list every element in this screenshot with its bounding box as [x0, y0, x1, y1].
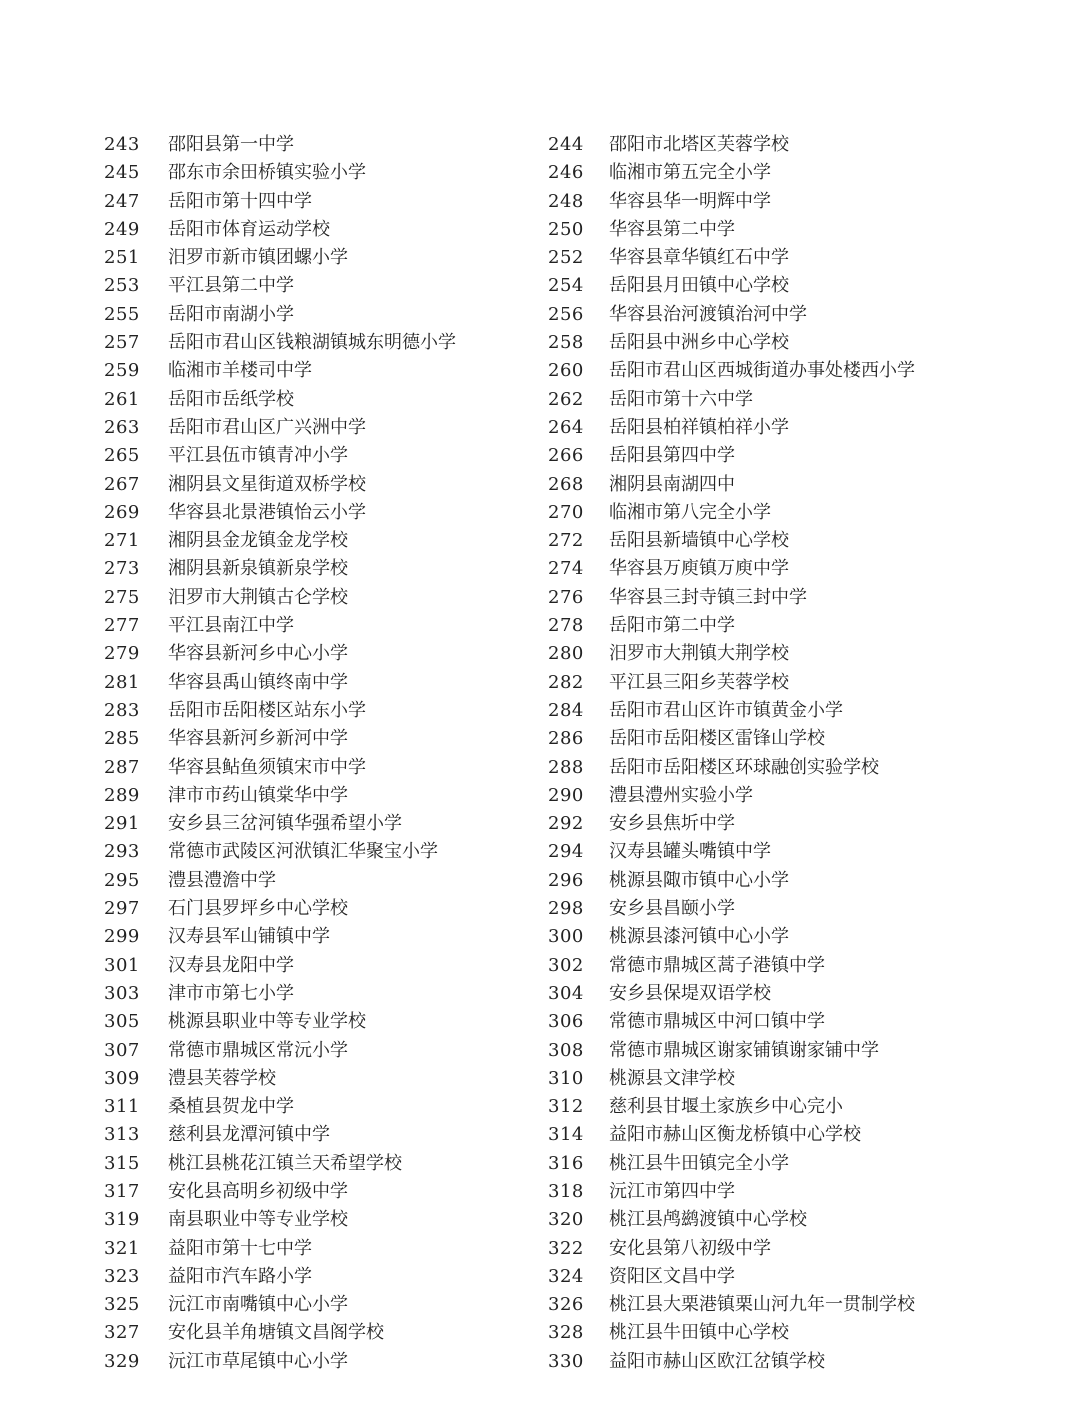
school-name: 南县职业中等专业学校 — [168, 1209, 348, 1231]
list-row — [0, 754, 1080, 782]
school-number: 249 — [104, 218, 140, 240]
school-number: 324 — [548, 1265, 584, 1287]
school-number: 313 — [104, 1124, 140, 1146]
school-number: 255 — [104, 303, 140, 325]
school-number: 266 — [548, 445, 584, 467]
list-row — [0, 1121, 1080, 1149]
school-name: 岳阳市第十四中学 — [168, 190, 312, 212]
school-name: 安化县羊角塘镇文昌阁学校 — [168, 1322, 384, 1344]
school-name: 益阳市汽车路小学 — [168, 1265, 312, 1287]
school-number: 287 — [104, 756, 140, 778]
school-number: 329 — [104, 1350, 140, 1372]
school-number: 280 — [548, 643, 584, 665]
school-number: 248 — [548, 190, 584, 212]
school-name: 津市市第七小学 — [168, 982, 294, 1004]
list-row — [0, 499, 1080, 527]
list-row — [0, 1178, 1080, 1206]
school-number: 291 — [104, 813, 140, 835]
school-number: 260 — [548, 360, 584, 382]
school-name: 石门县罗坪乡中心学校 — [168, 898, 348, 920]
school-name: 沅江市南嘴镇中心小学 — [168, 1294, 348, 1316]
school-number: 279 — [104, 643, 140, 665]
school-number: 314 — [548, 1124, 584, 1146]
school-name: 岳阳市第十六中学 — [609, 388, 753, 410]
school-name: 桃江县大栗港镇栗山河九年一贯制学校 — [609, 1294, 915, 1316]
school-number: 261 — [104, 388, 140, 410]
school-number: 284 — [548, 699, 584, 721]
school-number: 326 — [548, 1294, 584, 1316]
school-number: 263 — [104, 416, 140, 438]
school-name: 华容县北景港镇怡云小学 — [168, 501, 366, 523]
school-number: 305 — [104, 1011, 140, 1033]
school-number: 244 — [548, 134, 584, 155]
list-row — [0, 329, 1080, 357]
school-name: 汨罗市大荆镇大荆学校 — [609, 643, 789, 665]
school-name: 岳阳市岳阳楼区雷锋山学校 — [609, 728, 825, 750]
school-name: 澧县澧澹中学 — [168, 869, 276, 891]
list-row — [0, 640, 1080, 668]
school-number: 286 — [548, 728, 584, 750]
school-name: 桃江县鸬鹚渡镇中心学校 — [609, 1209, 807, 1231]
school-number: 300 — [548, 926, 584, 948]
school-name: 临湘市第五完全小学 — [609, 162, 771, 184]
school-number: 247 — [104, 190, 140, 212]
school-name: 平江县南江中学 — [168, 615, 294, 637]
school-number: 265 — [104, 445, 140, 467]
school-name: 沅江市草尾镇中心小学 — [168, 1350, 348, 1372]
school-name: 华容县万庾镇万庾中学 — [609, 558, 789, 580]
list-row — [0, 301, 1080, 329]
school-name: 岳阳市君山区西城街道办事处楼西小学 — [609, 360, 915, 382]
school-name: 湘阴县金龙镇金龙学校 — [168, 530, 348, 552]
list-row — [0, 131, 1080, 159]
school-number: 301 — [104, 954, 140, 976]
school-name: 常德市鼎城区中河口镇中学 — [609, 1011, 825, 1033]
school-number: 289 — [104, 784, 140, 806]
school-name: 岳阳市君山区许市镇黄金小学 — [609, 699, 843, 721]
list-row — [0, 867, 1080, 895]
school-number: 268 — [548, 473, 584, 495]
school-name: 华容县三封寺镇三封中学 — [609, 586, 807, 608]
school-name: 岳阳市君山区钱粮湖镇城东明德小学 — [168, 332, 456, 354]
school-name: 安化县第八初级中学 — [609, 1237, 771, 1259]
school-name: 常德市鼎城区常沅小学 — [168, 1039, 348, 1061]
list-row — [0, 555, 1080, 583]
school-number: 246 — [548, 162, 584, 184]
school-name: 岳阳市南湖小学 — [168, 303, 294, 325]
school-name: 华容县新河乡中心小学 — [168, 643, 348, 665]
school-number: 274 — [548, 558, 584, 580]
list-row — [0, 725, 1080, 753]
school-number: 257 — [104, 332, 140, 354]
school-number: 283 — [104, 699, 140, 721]
school-name: 益阳市赫山区欧江岔镇学校 — [609, 1350, 825, 1372]
school-number: 306 — [548, 1011, 584, 1033]
school-number: 307 — [104, 1039, 140, 1061]
school-name: 慈利县龙潭河镇中学 — [168, 1124, 330, 1146]
list-row — [0, 244, 1080, 272]
school-name: 岳阳县柏祥镇柏祥小学 — [609, 416, 789, 438]
school-number: 278 — [548, 615, 584, 637]
school-name: 安乡县昌颐小学 — [609, 898, 735, 920]
school-number: 272 — [548, 530, 584, 552]
school-name: 桃江县牛田镇完全小学 — [609, 1152, 789, 1174]
school-number: 295 — [104, 869, 140, 891]
school-name: 华容县章华镇红石中学 — [609, 247, 789, 269]
list-row — [0, 782, 1080, 810]
school-name: 岳阳县月田镇中心学校 — [609, 275, 789, 297]
school-number: 251 — [104, 247, 140, 269]
school-name: 岳阳市体育运动学校 — [168, 218, 330, 240]
school-number: 296 — [548, 869, 584, 891]
school-name: 常德市鼎城区谢家铺镇谢家铺中学 — [609, 1039, 879, 1061]
school-name: 岳阳市岳阳楼区站东小学 — [168, 699, 366, 721]
school-number: 243 — [104, 134, 140, 155]
school-number: 245 — [104, 162, 140, 184]
school-name: 邵阳县第一中学 — [168, 134, 294, 155]
list-row — [0, 952, 1080, 980]
list-row — [0, 527, 1080, 555]
school-number: 311 — [104, 1096, 140, 1118]
school-name: 岳阳县中洲乡中心学校 — [609, 332, 789, 354]
school-name: 临湘市第八完全小学 — [609, 501, 771, 523]
list-row — [0, 1037, 1080, 1065]
school-number: 330 — [548, 1350, 584, 1372]
school-number: 252 — [548, 247, 584, 269]
school-number: 303 — [104, 982, 140, 1004]
school-name: 常德市鼎城区蒿子港镇中学 — [609, 954, 825, 976]
school-number: 318 — [548, 1180, 584, 1202]
school-number: 309 — [104, 1067, 140, 1089]
school-name: 汨罗市大荆镇古仑学校 — [168, 586, 348, 608]
list-row — [0, 1319, 1080, 1347]
school-name: 桃江县牛田镇中心学校 — [609, 1322, 789, 1344]
list-row — [0, 838, 1080, 866]
school-number: 281 — [104, 671, 140, 693]
school-number: 277 — [104, 615, 140, 637]
school-name: 平江县第二中学 — [168, 275, 294, 297]
school-number: 288 — [548, 756, 584, 778]
school-name: 澧县芙蓉学校 — [168, 1067, 276, 1089]
school-number: 276 — [548, 586, 584, 608]
school-name: 桃源县漆河镇中心小学 — [609, 926, 789, 948]
school-name: 平江县三阳乡芙蓉学校 — [609, 671, 789, 693]
school-name: 华容县禹山镇终南中学 — [168, 671, 348, 693]
school-number: 271 — [104, 530, 140, 552]
school-number: 262 — [548, 388, 584, 410]
school-name: 沅江市第四中学 — [609, 1180, 735, 1202]
list-row — [0, 357, 1080, 385]
list-row — [0, 1263, 1080, 1291]
school-number: 290 — [548, 784, 584, 806]
school-number: 319 — [104, 1209, 140, 1231]
school-number: 269 — [104, 501, 140, 523]
school-number: 285 — [104, 728, 140, 750]
school-number: 316 — [548, 1152, 584, 1174]
school-number: 293 — [104, 841, 140, 863]
school-name: 湘阴县文星街道双桥学校 — [168, 473, 366, 495]
school-number: 317 — [104, 1180, 140, 1202]
school-number: 292 — [548, 813, 584, 835]
list-row — [0, 272, 1080, 300]
list-row — [0, 216, 1080, 244]
school-name: 华容县鲇鱼须镇宋市中学 — [168, 756, 366, 778]
school-number: 273 — [104, 558, 140, 580]
school-number: 253 — [104, 275, 140, 297]
school-name: 安乡县保堤双语学校 — [609, 982, 771, 1004]
school-name: 岳阳县新墙镇中心学校 — [609, 530, 789, 552]
school-name: 湘阴县南湖四中 — [609, 473, 735, 495]
school-number: 321 — [104, 1237, 140, 1259]
school-number: 325 — [104, 1294, 140, 1316]
school-list — [0, 131, 1080, 1376]
school-name: 慈利县甘堰土家族乡中心完小 — [609, 1096, 843, 1118]
school-name: 安乡县焦圻中学 — [609, 813, 735, 835]
school-number: 315 — [104, 1152, 140, 1174]
school-number: 299 — [104, 926, 140, 948]
list-row — [0, 923, 1080, 951]
school-number: 267 — [104, 473, 140, 495]
school-number: 270 — [548, 501, 584, 523]
school-name: 华容县第二中学 — [609, 218, 735, 240]
school-name: 汉寿县军山铺镇中学 — [168, 926, 330, 948]
school-name: 岳阳县第四中学 — [609, 445, 735, 467]
list-row — [0, 895, 1080, 923]
list-row — [0, 1150, 1080, 1178]
school-name: 邵东市余田桥镇实验小学 — [168, 162, 366, 184]
school-name: 津市市药山镇棠华中学 — [168, 784, 348, 806]
school-number: 282 — [548, 671, 584, 693]
list-row — [0, 1008, 1080, 1036]
school-number: 294 — [548, 841, 584, 863]
list-row — [0, 669, 1080, 697]
list-row — [0, 471, 1080, 499]
school-number: 320 — [548, 1209, 584, 1231]
school-name: 湘阴县新泉镇新泉学校 — [168, 558, 348, 580]
school-name: 汉寿县龙阳中学 — [168, 954, 294, 976]
school-name: 华容县华一明辉中学 — [609, 190, 771, 212]
list-row — [0, 188, 1080, 216]
school-name: 汨罗市新市镇团螺小学 — [168, 247, 348, 269]
school-number: 250 — [548, 218, 584, 240]
school-number: 323 — [104, 1265, 140, 1287]
school-number: 310 — [548, 1067, 584, 1089]
school-number: 254 — [548, 275, 584, 297]
school-name: 桃源县文津学校 — [609, 1067, 735, 1089]
list-row — [0, 1291, 1080, 1319]
school-name: 常德市武陵区河洑镇汇华聚宝小学 — [168, 841, 438, 863]
school-number: 328 — [548, 1322, 584, 1344]
school-number: 308 — [548, 1039, 584, 1061]
list-row — [0, 386, 1080, 414]
school-name: 安化县高明乡初级中学 — [168, 1180, 348, 1202]
school-number: 275 — [104, 586, 140, 608]
school-name: 益阳市赫山区衡龙桥镇中心学校 — [609, 1124, 861, 1146]
school-name: 桃源县陬市镇中心小学 — [609, 869, 789, 891]
school-name: 华容县新河乡新河中学 — [168, 728, 348, 750]
school-name: 岳阳市第二中学 — [609, 615, 735, 637]
list-row — [0, 697, 1080, 725]
school-number: 259 — [104, 360, 140, 382]
school-number: 304 — [548, 982, 584, 1004]
school-name: 岳阳市岳阳楼区环球融创实验学校 — [609, 756, 879, 778]
school-name: 平江县伍市镇青冲小学 — [168, 445, 348, 467]
school-name: 岳阳市君山区广兴洲中学 — [168, 416, 366, 438]
list-row — [0, 612, 1080, 640]
school-number: 256 — [548, 303, 584, 325]
school-name: 桃江县桃花江镇兰天希望学校 — [168, 1152, 402, 1174]
list-row — [0, 1065, 1080, 1093]
school-number: 298 — [548, 898, 584, 920]
school-name: 澧县澧州实验小学 — [609, 784, 753, 806]
list-row — [0, 1235, 1080, 1263]
school-number: 264 — [548, 416, 584, 438]
school-number: 322 — [548, 1237, 584, 1259]
school-name: 益阳市第十七中学 — [168, 1237, 312, 1259]
list-row — [0, 980, 1080, 1008]
list-row — [0, 1093, 1080, 1121]
school-number: 297 — [104, 898, 140, 920]
school-number: 312 — [548, 1096, 584, 1118]
list-row — [0, 159, 1080, 187]
school-number: 302 — [548, 954, 584, 976]
list-row — [0, 1206, 1080, 1234]
list-row — [0, 584, 1080, 612]
school-name: 安乡县三岔河镇华强希望小学 — [168, 813, 402, 835]
list-row — [0, 442, 1080, 470]
school-name: 桃源县职业中等专业学校 — [168, 1011, 366, 1033]
school-name: 资阳区文昌中学 — [609, 1265, 735, 1287]
list-row — [0, 1348, 1080, 1376]
school-name: 桑植县贺龙中学 — [168, 1096, 294, 1118]
school-name: 临湘市羊楼司中学 — [168, 360, 312, 382]
list-row — [0, 414, 1080, 442]
school-name: 邵阳市北塔区芙蓉学校 — [609, 134, 789, 155]
list-row — [0, 810, 1080, 838]
school-name: 岳阳市岳纸学校 — [168, 388, 294, 410]
school-name: 华容县治河渡镇治河中学 — [609, 303, 807, 325]
school-name: 汉寿县罐头嘴镇中学 — [609, 841, 771, 863]
school-number: 258 — [548, 332, 584, 354]
school-number: 327 — [104, 1322, 140, 1344]
